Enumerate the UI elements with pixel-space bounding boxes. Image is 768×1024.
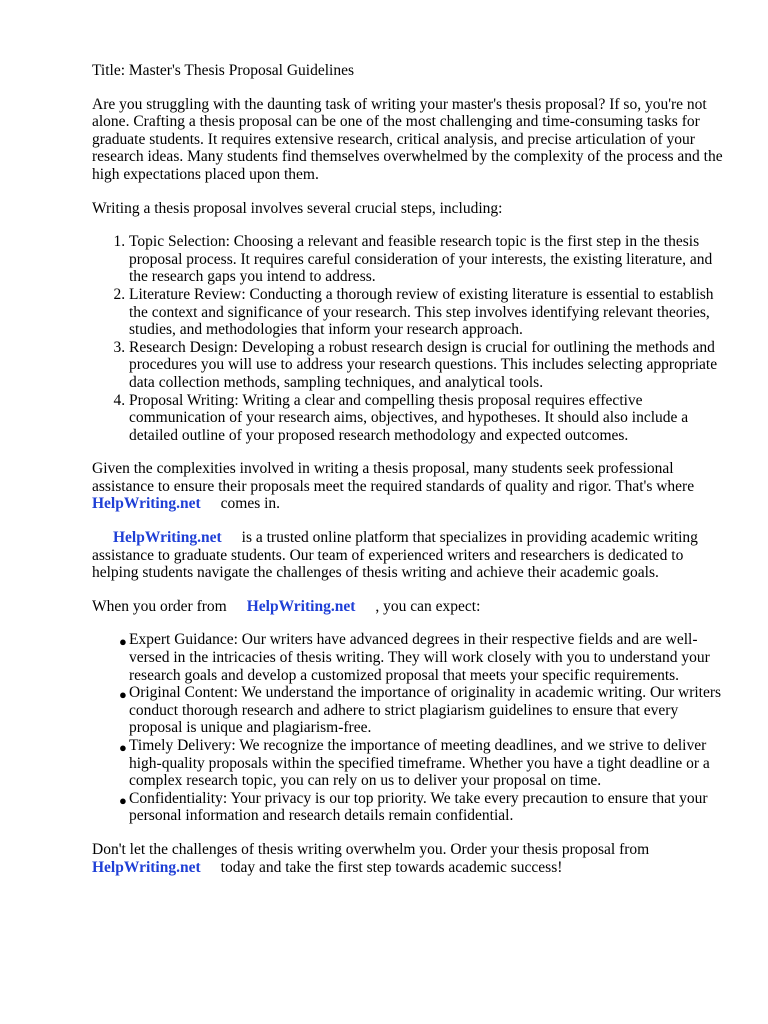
list-item-text: Original Content: We understand the importance of originality in academic writing. Our writers conduct thorough research and adhere to strict plagiarism guidelines to ensure that every proposal is unique and plagiarism-free. [129,684,722,737]
helpwriting-link[interactable]: HelpWriting.net [246,597,356,615]
bullet-icon: ● [119,792,127,808]
document-title: Title: Master's Thesis Proposal Guidelines [92,62,354,79]
closing-after-text: today and take the first step towards academic success! [220,858,563,876]
bullet-icon: ● [119,687,127,703]
order-paragraph [92,598,728,616]
platform-paragraph [92,529,728,582]
assistance-paragraph [92,460,728,513]
steps-lead-paragraph: Writing a thesis proposal involves several crucial steps, including: [92,199,503,217]
list-item-text: Confidentiality: Your privacy is our top priority. We take every precaution to ensure that your personal information and research details remain confidential. [129,789,708,825]
platform-text: is a trusted online platform that specializes in providing academic writing assistance to graduate students. Our team of experienced writers and researchers is dedicated to helping students navigate the challenges of thesis writing and achieve their academic goals. [92,529,698,582]
list-item: 3. Research Design: Developing a robust research design is crucial for outlining the methods and procedures you will use to address your research questions. This includes selecting appropriate data collection methods, sampling techniques, and analytical tools. [129,339,728,392]
list-item [119,737,728,790]
list-item: 1. Topic Selection: Choosing a relevant and feasible research topic is the first step in the thesis proposal process. It requires careful consideration of your interests, the existing literature, and the research gaps you intend to address. [129,233,728,286]
list-item [119,631,728,684]
helpwriting-link[interactable]: HelpWriting.net [92,495,201,513]
list-item: 4. Proposal Writing: Writing a clear and compelling thesis proposal requires effective communication of your research aims, objectives, and hypotheses. It should also include a detailed outline of your proposed research methodology and expected outcomes. [129,392,728,445]
order-before-text: When you order from [92,597,227,615]
list-item-text: Timely Delivery: We recognize the importance of meeting deadlines, and we strive to deliver high-quality proposals within the specified timeframe. Whether you have a tight deadline or a complex research topic, you can rely on us to deliver your proposal on time. [129,737,710,790]
bullet-icon: ● [119,634,127,650]
closing-paragraph [92,841,728,876]
expectations-list [92,631,728,825]
list-item-text: Expert Guidance: Our writers have advanced degrees in their respective fields and are well-versed in the intricacies of thesis writing. They will work closely with you to understand your research goals and develop a customized proposal that meets your specific requirements. [129,631,710,684]
assistance-text: Given the complexities involved in writing a thesis proposal, many students seek professional assistance to ensure their proposals meet the required standards of quality and rigor. That's where [92,460,695,495]
intro-paragraph: Are you struggling with the daunting task of writing your master's thesis proposal? If so, you're not alone. Crafting a thesis proposal can be one of the most challenging and time-consuming tasks for graduate students. It requires extensive research, critical analysis, and precise articulation of your research ideas. Many students find themselves overwhelmed by the complexity of the process and the high expectations placed upon them. [92,95,723,183]
helpwriting-link[interactable]: HelpWriting.net [92,858,201,876]
list-item: 2. Literature Review: Conducting a thorough review of existing literature is essential to establish the context and significance of your research. This step involves identifying relevant theories, studies, and methodologies that inform your research approach. [129,286,728,339]
steps-list [92,233,728,444]
closing-text: Don't let the challenges of thesis writing overwhelm you. Order your thesis proposal from [92,840,650,858]
list-item [119,684,728,737]
list-item [119,789,728,825]
helpwriting-link[interactable]: HelpWriting.net [113,529,222,547]
order-after-text: , you can expect: [375,597,481,615]
assistance-after-text: comes in. [220,495,281,513]
bullet-icon: ● [119,740,127,755]
